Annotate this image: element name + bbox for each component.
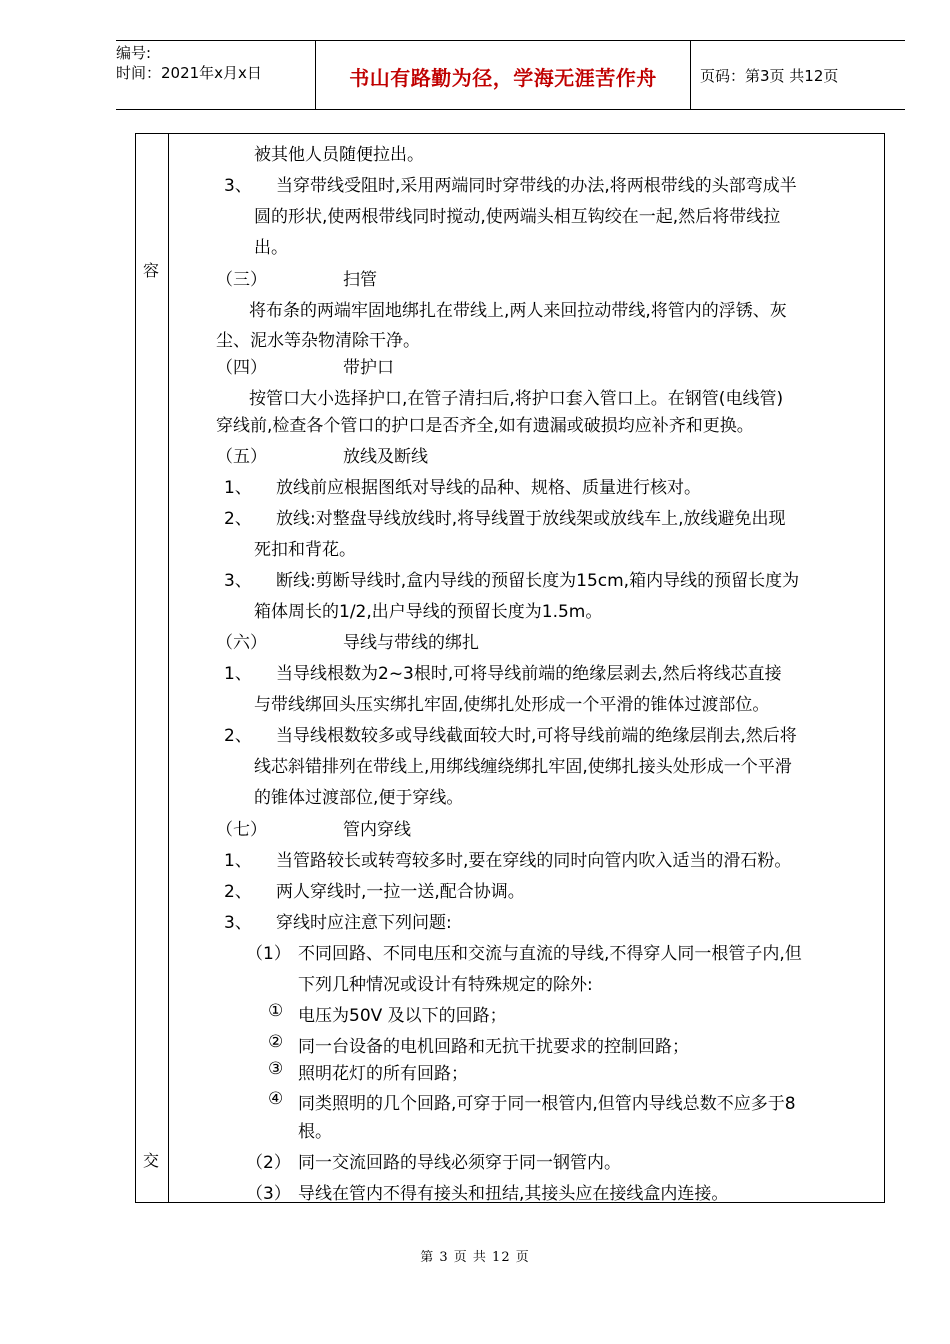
text-line: （1） bbox=[246, 944, 291, 964]
text-line: 穿线前,检查各个管口的护口是否齐全,如有遗漏或破损均应补齐和更换。 bbox=[216, 416, 754, 436]
text-line: 1、 bbox=[224, 851, 252, 871]
text-line: （2） bbox=[246, 1153, 291, 1173]
text-line: ③ bbox=[268, 1059, 284, 1079]
text-line: 出。 bbox=[254, 238, 288, 258]
content-body bbox=[169, 134, 884, 1202]
text-line: （3） bbox=[246, 1184, 291, 1204]
text-line: ② bbox=[268, 1032, 284, 1052]
text-line: 3、 bbox=[224, 176, 252, 196]
text-line: 照明花灯的所有回路； bbox=[298, 1064, 468, 1084]
content-table bbox=[135, 133, 885, 1203]
text-line: 死扣和背花。 bbox=[254, 540, 356, 560]
text-line: 1、 bbox=[224, 664, 252, 684]
side-label-jiao: 交 bbox=[143, 1151, 160, 1170]
text-line: 放线:对整盘导线放线时,将导线置于放线架或放线车上,放线避免出现 bbox=[276, 509, 786, 529]
text-line: 圆的形状,使两根带线同时搅动,使两端头相互钩绞在一起,然后将带线拉 bbox=[254, 207, 781, 227]
text-line: ① bbox=[268, 1001, 284, 1021]
number-label: 编号: bbox=[116, 44, 152, 62]
text-line: 同一交流回路的导线必须穿于同一钢管内。 bbox=[298, 1153, 621, 1173]
text-line: （六） bbox=[216, 633, 267, 653]
text-line: 同一台设备的电机回路和无抗干扰要求的控制回路； bbox=[298, 1037, 689, 1057]
text-line: ④ bbox=[268, 1089, 284, 1109]
motto: 书山有路勤为径，学海无涯苦作舟 bbox=[349, 66, 657, 90]
text-line: 当导线根数较多或导线截面较大时,可将导线前端的绝缘层削去,然后将 bbox=[276, 726, 797, 746]
time-label: 时间：2021年x月x日 bbox=[116, 64, 262, 82]
page-info: 页码：第3页 共12页 bbox=[700, 67, 839, 85]
text-line: 当穿带线受阻时,采用两端同时穿带线的办法,将两根带线的头部弯成半 bbox=[276, 176, 797, 196]
page-footer: 第 3 页 共 12 页 bbox=[420, 1250, 530, 1265]
text-line: 箱体周长的1/2,出户导线的预留长度为1.5m。 bbox=[254, 602, 603, 622]
text-line: 当导线根数为2~3根时,可将导线前端的绝缘层剥去,然后将线芯直接 bbox=[276, 664, 782, 684]
header-motto-cell bbox=[316, 41, 691, 109]
text-line: 当管路较长或转弯较多时,要在穿线的同时向管内吹入适当的滑石粉。 bbox=[276, 851, 792, 871]
text-line: （四） bbox=[216, 358, 267, 378]
text-line: 的锥体过渡部位,便于穿线。 bbox=[254, 788, 464, 808]
text-line: 被其他人员随便拉出。 bbox=[254, 145, 424, 165]
text-line: 穿线时应注意下列问题: bbox=[276, 913, 452, 933]
text-line: （七） bbox=[216, 820, 267, 840]
text-line: 导线与带线的绑扎 bbox=[343, 633, 479, 653]
text-line: 2、 bbox=[224, 509, 252, 529]
text-line: 导线在管内不得有接头和扭结,其接头应在接线盒内连接。 bbox=[298, 1184, 729, 1204]
text-line: 3、 bbox=[224, 571, 252, 591]
header-meta bbox=[116, 41, 316, 109]
text-line: 3、 bbox=[224, 913, 252, 933]
text-line: 下列几种情况或设计有特殊规定的除外: bbox=[298, 975, 593, 995]
text-line: 尘、泥水等杂物清除干净。 bbox=[216, 331, 420, 351]
text-line: 2、 bbox=[224, 882, 252, 902]
text-line: 两人穿线时,一拉一送,配合协调。 bbox=[276, 882, 525, 902]
text-line: 将布条的两端牢固地绑扎在带线上,两人来回拉动带线,将管内的浮锈、灰 bbox=[249, 301, 787, 321]
text-line: 1、 bbox=[224, 478, 252, 498]
text-line: 线芯斜错排列在带线上,用绑线缠绕绑扎牢固,使绑扎接头处形成一个平滑 bbox=[254, 757, 792, 777]
text-line: 管内穿线 bbox=[343, 820, 411, 840]
text-line: 放线及断线 bbox=[343, 447, 428, 467]
text-line: 带护口 bbox=[343, 358, 394, 378]
page-header bbox=[116, 40, 905, 110]
text-line: 与带线绑回头压实绑扎牢固,使绑扎处形成一个平滑的锥体过渡部位。 bbox=[254, 695, 770, 715]
text-line: 根。 bbox=[298, 1122, 332, 1142]
text-line: 电压为50V 及以下的回路； bbox=[298, 1006, 507, 1026]
text-line: （三） bbox=[216, 270, 267, 290]
text-line: 不同回路、不同电压和交流与直流的导线,不得穿人同一根管子内,但 bbox=[298, 944, 802, 964]
text-line: 断线:剪断导线时,盒内导线的预留长度为15cm,箱内导线的预留长度为 bbox=[276, 571, 800, 591]
text-line: 2、 bbox=[224, 726, 252, 746]
header-page-cell bbox=[690, 41, 905, 109]
side-label-rong: 容 bbox=[143, 261, 160, 280]
text-line: 扫管 bbox=[343, 270, 377, 290]
text-line: 放线前应根据图纸对导线的品种、规格、质量进行核对。 bbox=[276, 478, 701, 498]
text-line: 按管口大小选择护口,在管子清扫后,将护口套入管口上。在钢管(电线管) bbox=[249, 389, 784, 409]
text-line: （五） bbox=[216, 447, 267, 467]
text-line: 同类照明的几个回路,可穿于同一根管内,但管内导线总数不应多于8 bbox=[298, 1094, 796, 1114]
